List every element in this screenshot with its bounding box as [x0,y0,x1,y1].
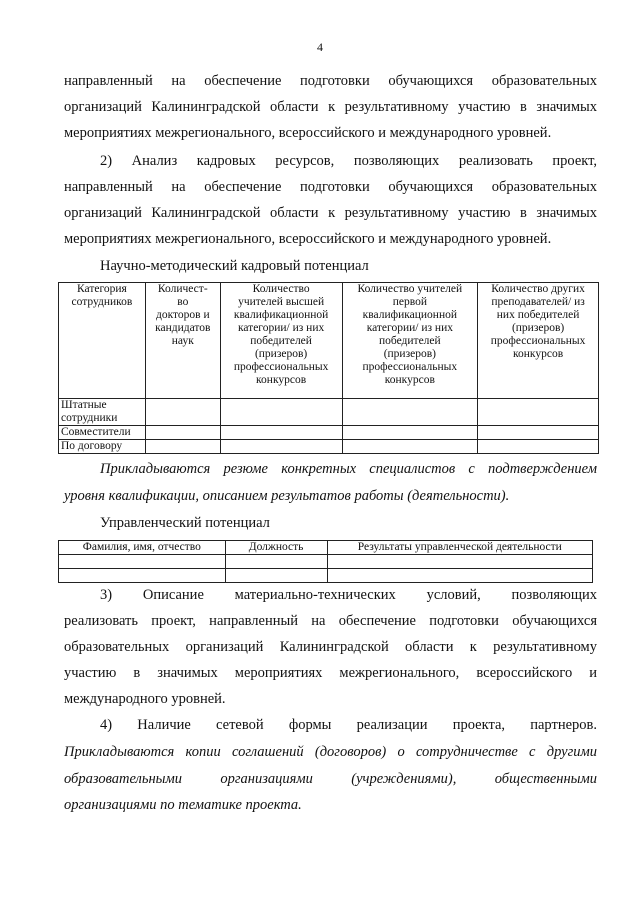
table-cell [145,399,220,426]
table1-title: Научно-методический кадровый потенциал [100,258,369,274]
text-line: направленный на обеспечение подготовки обучающихся образовательных [64,73,597,89]
header-results: Результаты управленческой деятельности [327,541,592,555]
management-potential-table [58,540,593,583]
text-line: организациями по тематике проекта. [64,797,302,813]
table-row [59,569,593,583]
table-cell [327,555,592,569]
header-other-teachers: Количество других преподавателей/ из них победителей (призеров) профессиональных конкурсов [478,283,599,399]
table-header-row [59,541,593,555]
row-label: Совместители [59,426,146,440]
text-line: 4) Наличие сетевой формы реализации проекта, партнеров. [100,717,597,733]
table-cell [145,426,220,440]
table2-title: Управленческий потенциал [100,515,270,531]
text-line: реализовать проект, направленный на обеспечение подготовки обучающихся [64,613,597,629]
page-number: 4 [317,40,323,54]
text-line: 3) Описание материально-технических условий, позволяющих [100,587,597,603]
text-line: направленный на обеспечение подготовки обучающихся образовательных [64,179,597,195]
table-cell [220,440,342,454]
header-first-category: Количество учителей первой квалификационной категории/ из них победителей (призеров) профессиональных конкурсов [342,283,478,399]
table-cell [225,569,327,583]
text-line: Прикладываются резюме конкретных специалистов с подтверждением [100,461,597,477]
text-line: образовательными организациями (учреждениями), общественными [64,771,597,787]
table-cell [478,426,599,440]
text-line: мероприятиях межрегионального, всероссийского и международного уровней. [64,125,552,141]
text-line: международного уровней. [64,691,226,707]
table-cell [342,440,478,454]
staff-potential-table [58,282,599,454]
table-cell [220,399,342,426]
header-category: Категория сотрудников [59,283,146,399]
text-line: 2) Анализ кадровых ресурсов, позволяющих реализовать проект, [100,153,597,169]
table-row [59,440,599,454]
table-cell [342,426,478,440]
text-line: организаций Калининградской области к результативному участию в значимых [64,205,597,221]
text-line: участию в значимых мероприятиях межрегионального, всероссийского и [64,665,597,681]
text-line: мероприятиях межрегионального, всероссийского и международного уровней. [64,231,552,247]
table-cell [145,440,220,454]
table-cell [59,555,226,569]
table-cell [342,399,478,426]
table-row [59,399,599,426]
text-line: Прикладываются копии соглашений (договоров) о сотрудничестве с другими [64,744,597,760]
table-cell [478,440,599,454]
table-row [59,555,593,569]
table-cell [478,399,599,426]
table-cell [225,555,327,569]
text-line: образовательных организаций Калининградской области к результативному [64,639,597,655]
table-header-row [59,283,599,399]
table-cell [59,569,226,583]
header-doctors: Количест- во докторов и кандидатов наук [145,283,220,399]
row-label: По договору [59,440,146,454]
table-cell [220,426,342,440]
header-full-name: Фамилия, имя, отчество [59,541,226,555]
header-position: Должность [225,541,327,555]
text-line: уровня квалификации, описанием результатов работы (деятельности). [64,488,510,504]
text-line: организаций Калининградской области к результативному участию в значимых [64,99,597,115]
table-cell [327,569,592,583]
header-highest-category: Количество учителей высшей квалификационной категории/ из них победителей (призеров) профессиональных конкурсов [220,283,342,399]
row-label: Штатные сотрудники [59,399,146,426]
table-row [59,426,599,440]
